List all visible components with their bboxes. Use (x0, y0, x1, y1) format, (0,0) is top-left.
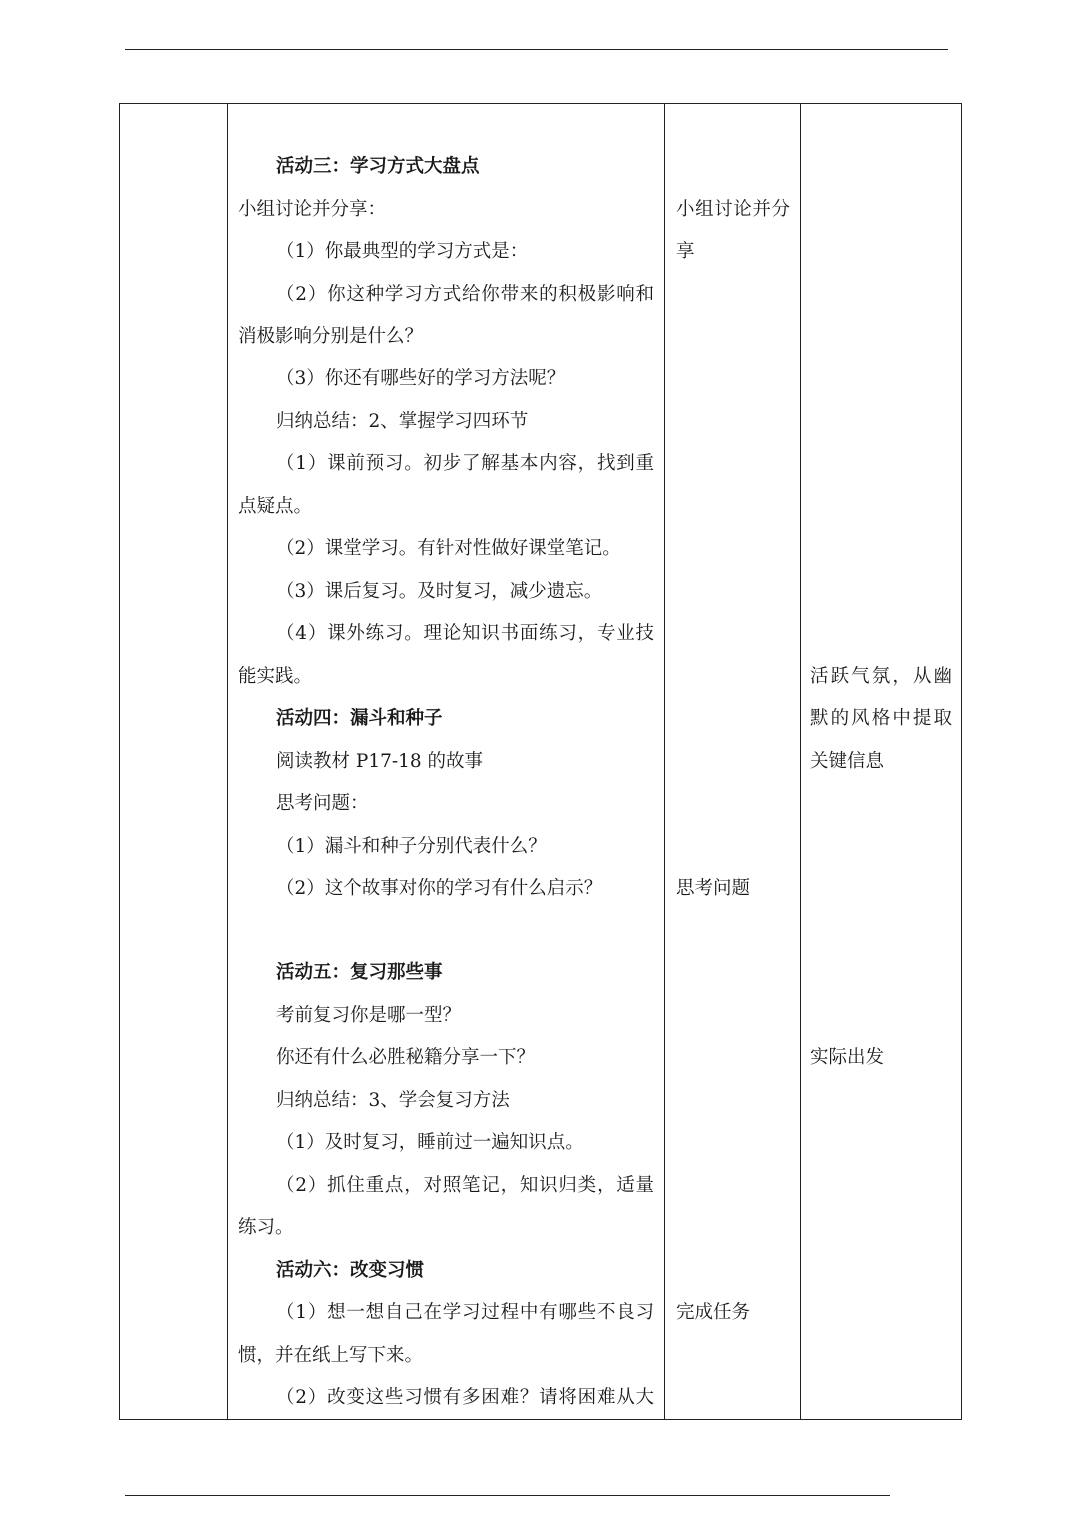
content-line: （2）改变这些习惯有多困难？请将困难从大 (276, 1387, 654, 1408)
activity-heading: 活动四：漏斗和种子 (276, 708, 443, 729)
content-line: 消极影响分别是什么？ (238, 326, 424, 347)
student-activity-line: 享 (676, 241, 695, 262)
content-line: （3）课后复习。及时复习，减少遗忘。 (276, 581, 603, 602)
content-line: （2）你这种学习方式给你带来的积极影响和 (276, 284, 654, 305)
content-line: 你还有什么必胜秘籍分享一下？ (276, 1047, 536, 1068)
design-intent-line: 实际出发 (810, 1047, 885, 1068)
content-line: 练习。 (238, 1217, 294, 1238)
content-line: （1）漏斗和种子分别代表什么？ (276, 836, 547, 857)
content-line: （1）课前预习。初步了解基本内容，找到重 (276, 453, 654, 474)
design-intent-line: 活跃气氛，从幽 (810, 666, 952, 687)
content-line: （3）你还有哪些好的学习方法呢？ (276, 368, 566, 389)
column-divider (664, 103, 665, 1420)
content-line: （2）这个故事对你的学习有什么启示？ (276, 878, 603, 899)
content-line: 惯，并在纸上写下来。 (238, 1345, 424, 1366)
content-line: （2）课堂学习。有针对性做好课堂笔记。 (276, 538, 621, 559)
content-line: （2）抓住重点，对照笔记，知识归类，适量 (276, 1175, 654, 1196)
activity-heading: 活动三：学习方式大盘点 (276, 156, 480, 177)
column-divider (227, 103, 228, 1420)
student-activity-line: 完成任务 (676, 1302, 751, 1323)
student-activity-line: 思考问题 (676, 878, 751, 899)
content-line: （1）你最典型的学习方式是： (276, 241, 529, 262)
content-line: 小组讨论并分享： (238, 199, 387, 220)
design-intent-line: 默的风格中提取 (810, 708, 952, 729)
student-activity-line: 小组讨论并分 (676, 199, 790, 220)
content-line: （1）想一想自己在学习过程中有哪些不良习 (276, 1302, 654, 1323)
content-line: 思考问题： (276, 793, 369, 814)
content-line: 能实践。 (238, 666, 313, 687)
header-rule (125, 49, 948, 50)
activity-heading: 活动五：复习那些事 (276, 962, 443, 983)
design-intent-line: 关键信息 (810, 751, 885, 772)
activity-heading: 活动六：改变习惯 (276, 1260, 425, 1281)
content-line: 阅读教材 P17-18 的故事 (276, 751, 484, 772)
column-divider (800, 103, 801, 1420)
content-line: 考前复习你是哪一型？ (276, 1005, 462, 1026)
content-line: 归纳总结：3、学会复习方法 (276, 1090, 510, 1111)
content-line: 点疑点。 (238, 496, 313, 517)
content-line: 归纳总结：2、掌握学习四环节 (276, 411, 529, 432)
footer-rule (125, 1495, 890, 1496)
content-line: （4）课外练习。理论知识书面练习，专业技 (276, 623, 654, 644)
content-line: （1）及时复习，睡前过一遍知识点。 (276, 1132, 584, 1153)
